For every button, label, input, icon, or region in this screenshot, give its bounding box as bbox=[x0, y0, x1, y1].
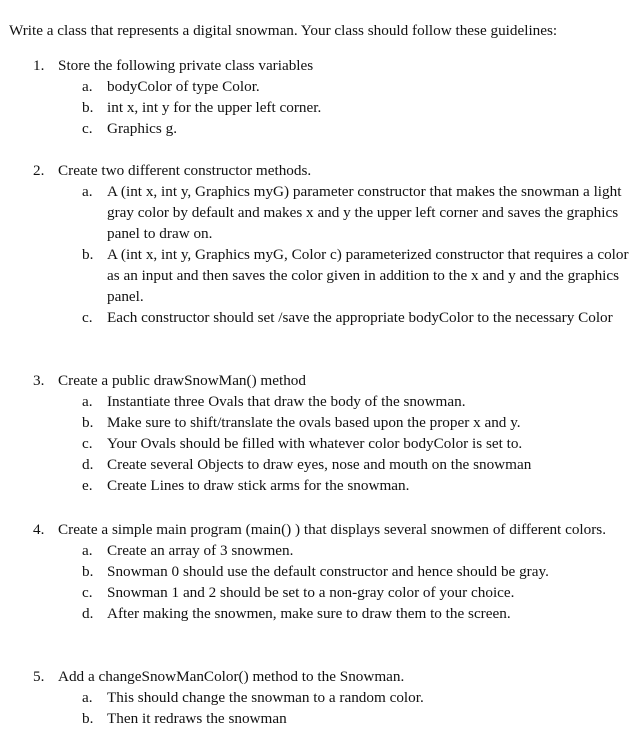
sub-letter: c. bbox=[82, 584, 93, 601]
sub-item bbox=[82, 454, 633, 475]
sub-letter: b. bbox=[82, 246, 94, 263]
sub-letter: c. bbox=[82, 309, 93, 326]
sub-item bbox=[82, 307, 633, 328]
sub-text: Create several Objects to draw eyes, nose and mouth on the snowman bbox=[107, 456, 532, 473]
sub-item bbox=[82, 687, 633, 708]
sub-text: A (int x, int y, Graphics myG, Color c) parameterized constructor that requires a color as an input and then saves the color given in addition to the x and y and the graphics panel. bbox=[107, 246, 629, 305]
sub-item bbox=[82, 76, 633, 97]
list-item-3 bbox=[33, 370, 633, 496]
sub-letter: d. bbox=[82, 605, 94, 622]
sub-text: A (int x, int y, Graphics myG) parameter constructor that makes the snowman a light gray color by default and makes x and y the upper left corner and saves the graphics panel to draw on. bbox=[107, 183, 622, 242]
sub-list bbox=[82, 181, 633, 328]
sub-list bbox=[82, 687, 633, 729]
sub-letter: a. bbox=[82, 542, 93, 559]
list-item-2 bbox=[33, 160, 633, 328]
sub-letter: b. bbox=[82, 563, 94, 580]
sub-item bbox=[82, 412, 633, 433]
sub-item bbox=[82, 540, 633, 561]
sub-item bbox=[82, 244, 633, 307]
sub-item bbox=[82, 582, 633, 603]
list-item-4 bbox=[33, 519, 633, 624]
sub-text: bodyColor of type Color. bbox=[107, 78, 260, 95]
sub-item bbox=[82, 561, 633, 582]
sub-text: Make sure to shift/translate the ovals based upon the proper x and y. bbox=[107, 414, 521, 431]
intro-paragraph: Write a class that represents a digital snowman. Your class should follow these guidelines: bbox=[9, 22, 558, 39]
sub-letter: b. bbox=[82, 414, 94, 431]
sub-text: Snowman 1 and 2 should be set to a non-gray color of your choice. bbox=[107, 584, 515, 601]
sub-item bbox=[82, 181, 633, 244]
sub-text: Create an array of 3 snowmen. bbox=[107, 542, 294, 559]
sub-list bbox=[82, 391, 633, 496]
sub-text: Graphics g. bbox=[107, 120, 178, 137]
sub-letter: a. bbox=[82, 78, 93, 95]
sub-item bbox=[82, 97, 633, 118]
item-number: 1. bbox=[33, 57, 45, 74]
item-text: Create a simple main program (main() ) that displays several snowmen of different colors. bbox=[58, 521, 606, 538]
sub-item bbox=[82, 391, 633, 412]
sub-letter: d. bbox=[82, 456, 94, 473]
sub-text: Each constructor should set /save the appropriate bodyColor to the necessary Color bbox=[107, 309, 613, 326]
sub-list bbox=[82, 76, 633, 139]
sub-text: Instantiate three Ovals that draw the body of the snowman. bbox=[107, 393, 466, 410]
item-number: 3. bbox=[33, 372, 45, 389]
sub-text: int x, int y for the upper left corner. bbox=[107, 99, 322, 116]
sub-item bbox=[82, 708, 633, 729]
sub-item bbox=[82, 118, 633, 139]
sub-text: Your Ovals should be filled with whatever color bodyColor is set to. bbox=[107, 435, 523, 452]
sub-letter: e. bbox=[82, 477, 93, 494]
sub-text: Snowman 0 should use the default constructor and hence should be gray. bbox=[107, 563, 549, 580]
sub-text: Create Lines to draw stick arms for the snowman. bbox=[107, 477, 410, 494]
sub-text: This should change the snowman to a random color. bbox=[107, 689, 424, 706]
sub-letter: a. bbox=[82, 183, 93, 200]
sub-letter: a. bbox=[82, 393, 93, 410]
item-text: Store the following private class variables bbox=[58, 57, 314, 74]
sub-item bbox=[82, 475, 633, 496]
item-number: 5. bbox=[33, 668, 45, 685]
sub-letter: c. bbox=[82, 120, 93, 137]
item-text: Create two different constructor methods. bbox=[58, 162, 312, 179]
sub-letter: c. bbox=[82, 435, 93, 452]
list-item-5 bbox=[33, 666, 633, 729]
item-number: 2. bbox=[33, 162, 45, 179]
item-number: 4. bbox=[33, 521, 45, 538]
sub-letter: b. bbox=[82, 710, 94, 727]
sub-list bbox=[82, 540, 633, 624]
sub-item bbox=[82, 433, 633, 454]
sub-item bbox=[82, 603, 633, 624]
sub-text: Then it redraws the snowman bbox=[107, 710, 287, 727]
sub-letter: b. bbox=[82, 99, 94, 116]
item-text: Create a public drawSnowMan() method bbox=[58, 372, 306, 389]
item-text: Add a changeSnowManColor() method to the Snowman. bbox=[58, 668, 405, 685]
list-item-1 bbox=[33, 55, 633, 139]
sub-letter: a. bbox=[82, 689, 93, 706]
sub-text: After making the snowmen, make sure to draw them to the screen. bbox=[107, 605, 511, 622]
